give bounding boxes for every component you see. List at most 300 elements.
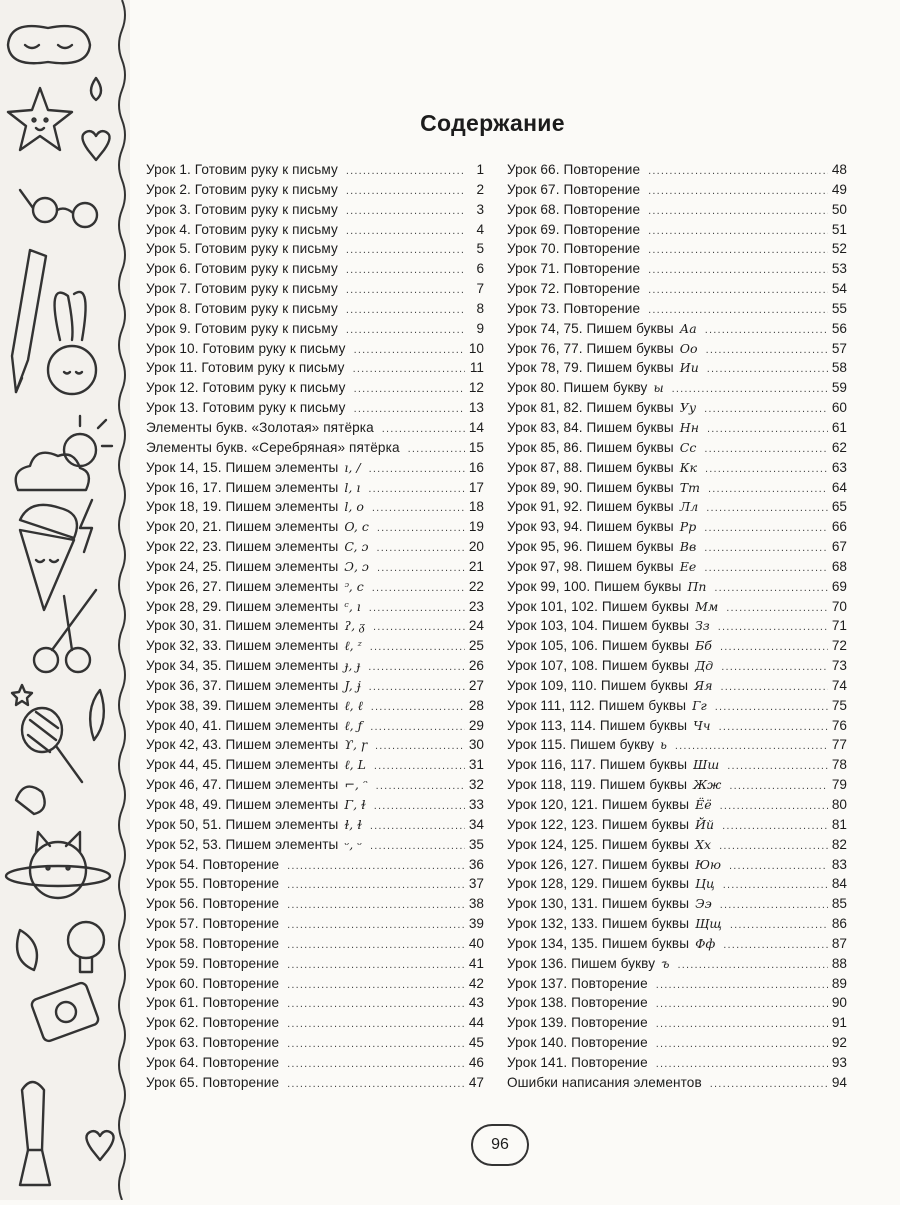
toc-entry — [507, 279, 847, 299]
toc-entry — [146, 815, 484, 835]
toc-entry — [146, 775, 484, 795]
tennis-racket-icon — [22, 708, 82, 782]
toc-entry-page: 13 — [468, 400, 484, 416]
toc-entry-page: 27 — [468, 677, 484, 693]
toc-entry-page: 54 — [831, 281, 847, 297]
toc-entry — [507, 735, 847, 755]
toc-entry-label: Урок 63. Повторение — [146, 1035, 280, 1051]
toc-entry — [146, 458, 484, 478]
toc-entry-label: Урок 59. Повторение — [146, 955, 280, 971]
toc-entry — [507, 339, 847, 359]
toc-entry — [146, 438, 484, 458]
toc-entry-page: 65 — [831, 499, 847, 515]
toc-dot-leader — [730, 916, 828, 936]
toc-entry — [146, 716, 484, 736]
toc-entry-page: 12 — [468, 380, 484, 396]
toc-entry — [507, 1053, 847, 1073]
toc-dot-leader — [346, 241, 465, 261]
toc-dot-leader — [720, 678, 828, 698]
toc-entry — [507, 259, 847, 279]
toc-dot-leader — [704, 440, 828, 460]
toc-entry — [146, 398, 484, 418]
toc-dot-leader — [722, 817, 828, 837]
toc-entry-label: Урок 76, 77. Пишем буквы — [507, 340, 674, 356]
toc-entry-label: Урок 16, 17. Пишем элементы — [146, 479, 339, 495]
toc-dot-leader — [370, 837, 465, 857]
toc-entry-page: 91 — [831, 1015, 847, 1031]
toc-entry — [507, 319, 847, 339]
toc-entry-label: Урок 54. Повторение — [146, 856, 280, 872]
toc-entry-cursive-sample: ᵓ, c — [344, 578, 364, 594]
toc-dot-leader — [287, 1015, 465, 1035]
toc-entry-cursive-sample: Вв — [679, 539, 697, 555]
toc-entry — [146, 517, 484, 537]
toc-entry-cursive-sample: Щщ — [695, 916, 722, 932]
toc-entry-label: Урок 132, 133. Пишем буквы — [507, 916, 690, 932]
toc-entry — [146, 180, 484, 200]
toc-entry-label: Урок 64. Повторение — [146, 1054, 280, 1070]
toc-entry — [507, 656, 847, 676]
toc-entry — [146, 557, 484, 577]
toc-entry — [507, 676, 847, 696]
toc-entry — [507, 438, 847, 458]
toc-entry — [146, 974, 484, 994]
toc-entry-cursive-sample: Ɔ, ɔ — [344, 558, 369, 574]
toc-entry-cursive-sample: Шш — [693, 757, 720, 773]
toc-entry-label: Урок 85, 86. Пишем буквы — [507, 439, 674, 455]
toc-entry-label: Урок 97, 98. Пишем буквы — [507, 558, 674, 574]
toc-dot-leader — [353, 360, 465, 380]
toc-entry-page: 31 — [468, 757, 484, 773]
toc-dot-leader — [287, 896, 465, 916]
toc-dot-leader — [719, 837, 828, 857]
toc-dot-leader — [704, 559, 828, 579]
toc-entry — [507, 934, 847, 954]
toc-entry-label: Урок 115. Пишем букву — [507, 737, 655, 753]
toc-entry-page: 5 — [476, 241, 484, 257]
toc-entry-label: Урок 111, 112. Пишем буквы — [507, 697, 687, 713]
toc-entry-label: Урок 10. Готовим руку к письму — [146, 340, 346, 356]
toc-entry — [146, 378, 484, 398]
toc-entry-cursive-sample: Оо — [679, 340, 698, 356]
toc-entry-label: Элементы букв. «Серебряная» пятёрка — [146, 439, 400, 455]
toc-entry-page: 93 — [831, 1054, 847, 1070]
toc-entry-label: Урок 138. Повторение — [507, 995, 648, 1011]
toc-entry-page: 63 — [831, 459, 847, 475]
light-bulb-icon — [68, 922, 104, 972]
toc-entry-page: 58 — [831, 360, 847, 376]
toc-entry-label: Урок 52, 53. Пишем элементы — [146, 836, 339, 852]
toc-dot-leader — [354, 341, 465, 361]
toc-entry-page: 20 — [468, 539, 484, 555]
toc-entry-label: Элементы букв. «Золотая» пятёрка — [146, 419, 374, 435]
toc-entry-page: 60 — [831, 400, 847, 416]
toc-entry — [146, 954, 484, 974]
toc-entry-page: 45 — [468, 1035, 484, 1051]
toc-entry-label: Урок 18, 19. Пишем элементы — [146, 499, 339, 515]
toc-entry-label: Урок 68. Повторение — [507, 201, 641, 217]
toc-entry — [146, 914, 484, 934]
toc-entry-cursive-sample: Кк — [679, 459, 697, 475]
toc-entry-label: Урок 9. Готовим руку к письму — [146, 320, 338, 336]
toc-entry — [146, 259, 484, 279]
toc-entry-label: Урок 118, 119. Пишем буквы — [507, 777, 688, 793]
toc-entry-page: 44 — [468, 1015, 484, 1031]
toc-entry — [146, 735, 484, 755]
toc-entry-cursive-sample: ʔ, ᵹ — [344, 618, 365, 634]
toc-entry-label: Урок 78, 79. Пишем буквы — [507, 360, 674, 376]
toc-entry-cursive-sample: ъ — [661, 955, 670, 971]
toc-dot-leader — [368, 480, 465, 500]
toc-dot-leader — [648, 261, 828, 281]
toc-dot-leader — [346, 301, 465, 321]
scissors-icon — [34, 590, 96, 672]
toc-entry-label: Урок 128, 129. Пишем буквы — [507, 876, 690, 892]
toc-dot-leader — [677, 956, 828, 976]
toc-entry-cursive-sample: ℓ, ƒ — [344, 717, 363, 733]
toc-entry-cursive-sample: l, ı — [344, 479, 361, 495]
toc-entry-label: Урок 1. Готовим руку к письму — [146, 162, 338, 177]
toc-entry — [507, 458, 847, 478]
toc-dot-leader — [369, 678, 465, 698]
toc-entry-label: Урок 5. Готовим руку к письму — [146, 241, 338, 257]
toc-entry — [146, 795, 484, 815]
toc-dot-leader — [375, 737, 465, 757]
toc-dot-leader — [372, 579, 465, 599]
toc-entry — [146, 1013, 484, 1033]
toc-entry — [146, 894, 484, 914]
toc-entry-label: Урок 65. Повторение — [146, 1074, 280, 1090]
toc-entry-label: Урок 13. Готовим руку к письму — [146, 400, 346, 416]
toc-dot-leader — [705, 321, 828, 341]
toc-entry-label: Урок 87, 88. Пишем буквы — [507, 459, 674, 475]
toc-entry — [146, 200, 484, 220]
toc-entry-cursive-sample: Юю — [695, 856, 722, 872]
toc-entry — [146, 656, 484, 676]
toc-dot-leader — [371, 698, 465, 718]
toc-entry-cursive-sample: Жж — [693, 777, 722, 793]
toc-entry-label: Урок 101, 102. Пишем буквы — [507, 598, 690, 614]
toc-entry-page: 90 — [831, 995, 847, 1011]
toc-entry-label: Урок 36, 37. Пишем элементы — [146, 677, 339, 693]
toc-dot-leader — [656, 976, 828, 996]
toc-entry-label: Урок 67. Повторение — [507, 181, 641, 197]
toc-entry-page: 57 — [831, 340, 847, 356]
toc-entry-cursive-sample: ɫ, ɫ — [344, 816, 362, 832]
toc-entry-label: Урок 34, 35. Пишем элементы — [146, 658, 339, 674]
toc-entry — [146, 418, 484, 438]
toc-entry-page: 84 — [831, 876, 847, 892]
toc-entry — [507, 974, 847, 994]
toc-dot-leader — [370, 638, 465, 658]
toc-dot-leader — [715, 698, 828, 718]
toc-entry-label: Урок 74, 75. Пишем буквы — [507, 320, 674, 336]
toc-entry-page: 76 — [831, 717, 847, 733]
toc-entry — [507, 795, 847, 815]
toc-entry — [146, 874, 484, 894]
toc-entry — [146, 497, 484, 517]
toc-dot-leader — [719, 718, 828, 738]
toc-entry — [507, 696, 847, 716]
toc-entry — [507, 220, 847, 240]
cat-planet-icon — [6, 832, 110, 898]
toc-entry-label: Урок 28, 29. Пишем элементы — [146, 598, 339, 614]
toc-dot-leader — [704, 539, 828, 559]
toc-entry-page: 87 — [831, 935, 847, 951]
toc-entry-label: Урок 137. Повторение — [507, 975, 648, 991]
toc-entry — [507, 517, 847, 537]
toc-entry-label: Урок 126, 127. Пишем буквы — [507, 856, 690, 872]
toc-entry-page: 68 — [831, 558, 847, 574]
toc-entry — [146, 993, 484, 1013]
toc-entry-label: Урок 136. Пишем букву — [507, 955, 656, 971]
toc-entry-label: Урок 134, 135. Пишем буквы — [507, 935, 690, 951]
toc-entry — [507, 180, 847, 200]
toc-dot-leader — [704, 400, 828, 420]
toc-entry-label: Урок 8. Готовим руку к письму — [146, 300, 338, 316]
toc-entry-label: Урок 56. Повторение — [146, 896, 280, 912]
toc-entry-label: Урок 32, 33. Пишем элементы — [146, 638, 339, 654]
toc-dot-leader — [346, 222, 465, 242]
toc-entry-label: Урок 14, 15. Пишем элементы — [146, 459, 339, 475]
toc-entry-cursive-sample: Яя — [694, 677, 713, 693]
toc-dot-leader — [648, 281, 828, 301]
toc-entry-cursive-sample: ᶜ, ı — [344, 598, 361, 614]
toc-entry-label: Урок 30, 31. Пишем элементы — [146, 618, 339, 634]
toc-entry-page: 29 — [468, 717, 484, 733]
toc-entry-cursive-sample: ı, / — [344, 459, 361, 475]
toc-entry-cursive-sample: Йй — [695, 816, 715, 832]
toc-entry-label: Урок 107, 108. Пишем буквы — [507, 658, 690, 674]
toc-dot-leader — [346, 162, 465, 182]
leaf-icon-2 — [17, 930, 37, 970]
toc-dot-leader — [346, 182, 465, 202]
toc-entry-cursive-sample: Нн — [679, 419, 699, 435]
toc-entry-cursive-sample: ⌐, ᵔ — [344, 777, 368, 793]
doodle-column — [0, 0, 130, 1200]
toc-entry-label: Урок 95, 96. Пишем буквы — [507, 539, 674, 555]
toc-entry — [507, 835, 847, 855]
toc-dot-leader — [287, 876, 465, 896]
toc-entry-label: Урок 22, 23. Пишем элементы — [146, 539, 339, 555]
toc-entry — [507, 1033, 847, 1053]
toc-entry-page: 11 — [469, 360, 484, 376]
toc-entry-label: Урок 6. Готовим руку к письму — [146, 261, 338, 277]
toc-entry — [146, 1033, 484, 1053]
toc-entry-page: 14 — [468, 419, 484, 435]
toc-entry-cursive-sample: ℓ, L — [344, 757, 366, 773]
toc-dot-leader — [656, 1035, 828, 1055]
toc-dot-leader — [723, 876, 828, 896]
toc-entry — [507, 239, 847, 259]
toc-entry-label: Урок 38, 39. Пишем элементы — [146, 697, 339, 713]
toc-entry-page: 74 — [831, 677, 847, 693]
toc-dot-leader — [369, 599, 465, 619]
toc-entry-label: Урок 83, 84. Пишем буквы — [507, 419, 674, 435]
toc-dot-leader — [368, 658, 465, 678]
toc-entry — [507, 636, 847, 656]
heart-icon-2 — [86, 1131, 113, 1160]
bunny-icon — [48, 292, 96, 394]
toc-entry-label: Урок 7. Готовим руку к письму — [146, 281, 338, 297]
toc-entry-page: 48 — [831, 162, 847, 177]
toc-dot-leader — [648, 222, 828, 242]
toc-entry-cursive-sample: Γ, ɫ — [344, 797, 366, 812]
toc-entry-label: Урок 12. Готовим руку к письму — [146, 380, 346, 396]
toc-entry-cursive-sample: Зз — [695, 618, 710, 634]
toc-entry-page: 85 — [831, 896, 847, 912]
shell-icon — [16, 787, 45, 814]
toc-entry — [507, 755, 847, 775]
leaf-icon — [90, 690, 104, 740]
toc-entry-label: Урок 57. Повторение — [146, 916, 280, 932]
toc-entry — [146, 319, 484, 339]
toc-entry-cursive-sample: ᵕ, ᵕ — [344, 836, 362, 852]
toc-entry-page: 81 — [831, 816, 847, 832]
toc-entry-page: 35 — [468, 836, 484, 852]
toc-dot-leader — [726, 599, 828, 619]
toc-dot-leader — [287, 1055, 465, 1075]
toc-entry-cursive-sample: Бб — [695, 638, 712, 654]
toc-dot-leader — [648, 241, 828, 261]
toc-entry-label: Урок 141. Повторение — [507, 1054, 648, 1070]
toc-dot-leader — [369, 460, 465, 480]
drop-icon — [91, 78, 101, 100]
toc-dot-leader — [377, 519, 465, 539]
toc-dot-leader — [729, 857, 828, 877]
toc-entry — [507, 358, 847, 378]
toc-entry-page: 41 — [468, 955, 484, 971]
toc-dot-leader — [287, 936, 465, 956]
toc-entry — [146, 1073, 484, 1093]
toc-dot-leader — [287, 857, 465, 877]
toc-dot-leader — [720, 638, 828, 658]
toc-entry-label: Урок 20, 21. Пишем элементы — [146, 519, 339, 535]
toc-entry — [507, 775, 847, 795]
toc-entry-cursive-sample: Ии — [679, 360, 699, 376]
toc-entry-page: 3 — [476, 201, 484, 217]
toc-entry-page: 61 — [831, 419, 847, 435]
toc-entry-page: 88 — [831, 955, 847, 971]
toc-dot-leader — [710, 1075, 828, 1095]
toc-entry-page: 19 — [468, 519, 484, 535]
toc-dot-leader — [705, 460, 828, 480]
toc-entry-page: 67 — [831, 539, 847, 555]
toc-entry-page: 6 — [476, 261, 484, 277]
toc-entry-label: Урок 105, 106. Пишем буквы — [507, 638, 690, 654]
toc-entry-cursive-sample: Хх — [695, 836, 712, 852]
toc-entry — [507, 616, 847, 636]
toc-entry-page: 72 — [831, 638, 847, 654]
toc-entry-page: 73 — [831, 658, 847, 674]
toc-entry — [507, 815, 847, 835]
toc-entry-page: 82 — [831, 836, 847, 852]
toc-entry-page: 59 — [831, 380, 847, 396]
toc-entry-label: Урок 44, 45. Пишем элементы — [146, 757, 339, 773]
toc-entry-cursive-sample: ь — [660, 737, 667, 753]
toc-dot-leader — [287, 1075, 465, 1095]
toc-entry-page: 50 — [831, 201, 847, 217]
toc-entry-cursive-sample: Рр — [679, 519, 697, 535]
toc-entry-page: 36 — [468, 856, 484, 872]
toc-entry-page: 47 — [468, 1074, 484, 1090]
toc-entry-cursive-sample: Пп — [687, 578, 707, 594]
toc-entry-page: 43 — [468, 995, 484, 1011]
toc-entry-page: 66 — [831, 519, 847, 535]
toc-entry — [507, 954, 847, 974]
toc-entry-label: Урок 46, 47. Пишем элементы — [146, 777, 339, 793]
toc-entry-label: Урок 2. Готовим руку к письму — [146, 181, 338, 197]
toc-entry-page: 92 — [831, 1035, 847, 1051]
toc-dot-leader — [287, 976, 465, 996]
toc-entry-label: Урок 66. Повторение — [507, 162, 641, 177]
toc-entry-page: 83 — [831, 856, 847, 872]
toc-entry-label: Урок 81, 82. Пишем буквы — [507, 400, 674, 416]
toc-entry-page: 64 — [831, 479, 847, 495]
toc-entry-page: 38 — [468, 896, 484, 912]
toc-dot-leader — [374, 757, 465, 777]
toc-dot-leader — [718, 618, 828, 638]
sleep-mask-icon — [8, 26, 90, 63]
toc-dot-leader — [648, 182, 828, 202]
toc-left-column — [146, 160, 484, 1093]
toc-entry — [507, 497, 847, 517]
toc-entry-label: Урок 3. Готовим руку к письму — [146, 201, 338, 217]
toc-entry — [146, 358, 484, 378]
toc-entry-cursive-sample: Фф — [695, 935, 716, 951]
toc-entry — [507, 577, 847, 597]
toc-entry-page: 79 — [831, 777, 847, 793]
toc-entry-label: Урок 69. Повторение — [507, 221, 641, 237]
toc-entry — [146, 239, 484, 259]
toc-entry — [146, 339, 484, 359]
toc-entry — [507, 478, 847, 498]
toc-dot-leader — [346, 321, 465, 341]
toc-entry-label: Урок 62. Повторение — [146, 1015, 280, 1031]
toc-entry-page: 25 — [468, 638, 484, 654]
toc-entry-label: Ошибки написания элементов — [507, 1074, 702, 1090]
toc-entry-page: 49 — [831, 181, 847, 197]
toc-entry-label: Урок 80. Пишем букву — [507, 380, 648, 396]
toc-entry-label: Урок 4. Готовим руку к письму — [146, 221, 338, 237]
toc-entry-page: 24 — [468, 618, 484, 634]
toc-dot-leader — [287, 916, 465, 936]
toc-entry-cursive-sample: ϒ, ɼ — [344, 737, 367, 753]
glasses-icon — [20, 190, 97, 227]
toc-entry — [507, 716, 847, 736]
toc-entry-cursive-sample: ɟ, ɟ — [344, 658, 361, 674]
toc-dot-leader — [656, 1015, 828, 1035]
toc-entry-cursive-sample: ℓ, ᶻ — [344, 638, 362, 654]
toc-entry-label: Урок 113, 114. Пишем буквы — [507, 717, 688, 733]
toc-entry-page: 1 — [476, 162, 484, 177]
toc-entry-cursive-sample: Сс — [679, 439, 697, 455]
toc-entry-page: 18 — [468, 499, 484, 515]
toc-right-column — [507, 160, 847, 1093]
toc-dot-leader — [287, 1035, 465, 1055]
toc-dot-leader — [346, 261, 465, 281]
toc-entry-cursive-sample: Лл — [679, 499, 699, 515]
toc-dot-leader — [727, 757, 828, 777]
toc-entry-cursive-sample: J, ɉ — [344, 677, 361, 693]
toc-entry-page: 51 — [831, 221, 847, 237]
toc-entry-label: Урок 130, 131. Пишем буквы — [507, 896, 690, 912]
toc-entry-page: 2 — [476, 181, 484, 197]
toc-entry-label: Урок 120, 121. Пишем буквы — [507, 797, 690, 812]
toc-entry-cursive-sample: Уу — [679, 400, 697, 416]
toc-entry — [146, 160, 484, 180]
toc-entry-page: 39 — [468, 916, 484, 932]
